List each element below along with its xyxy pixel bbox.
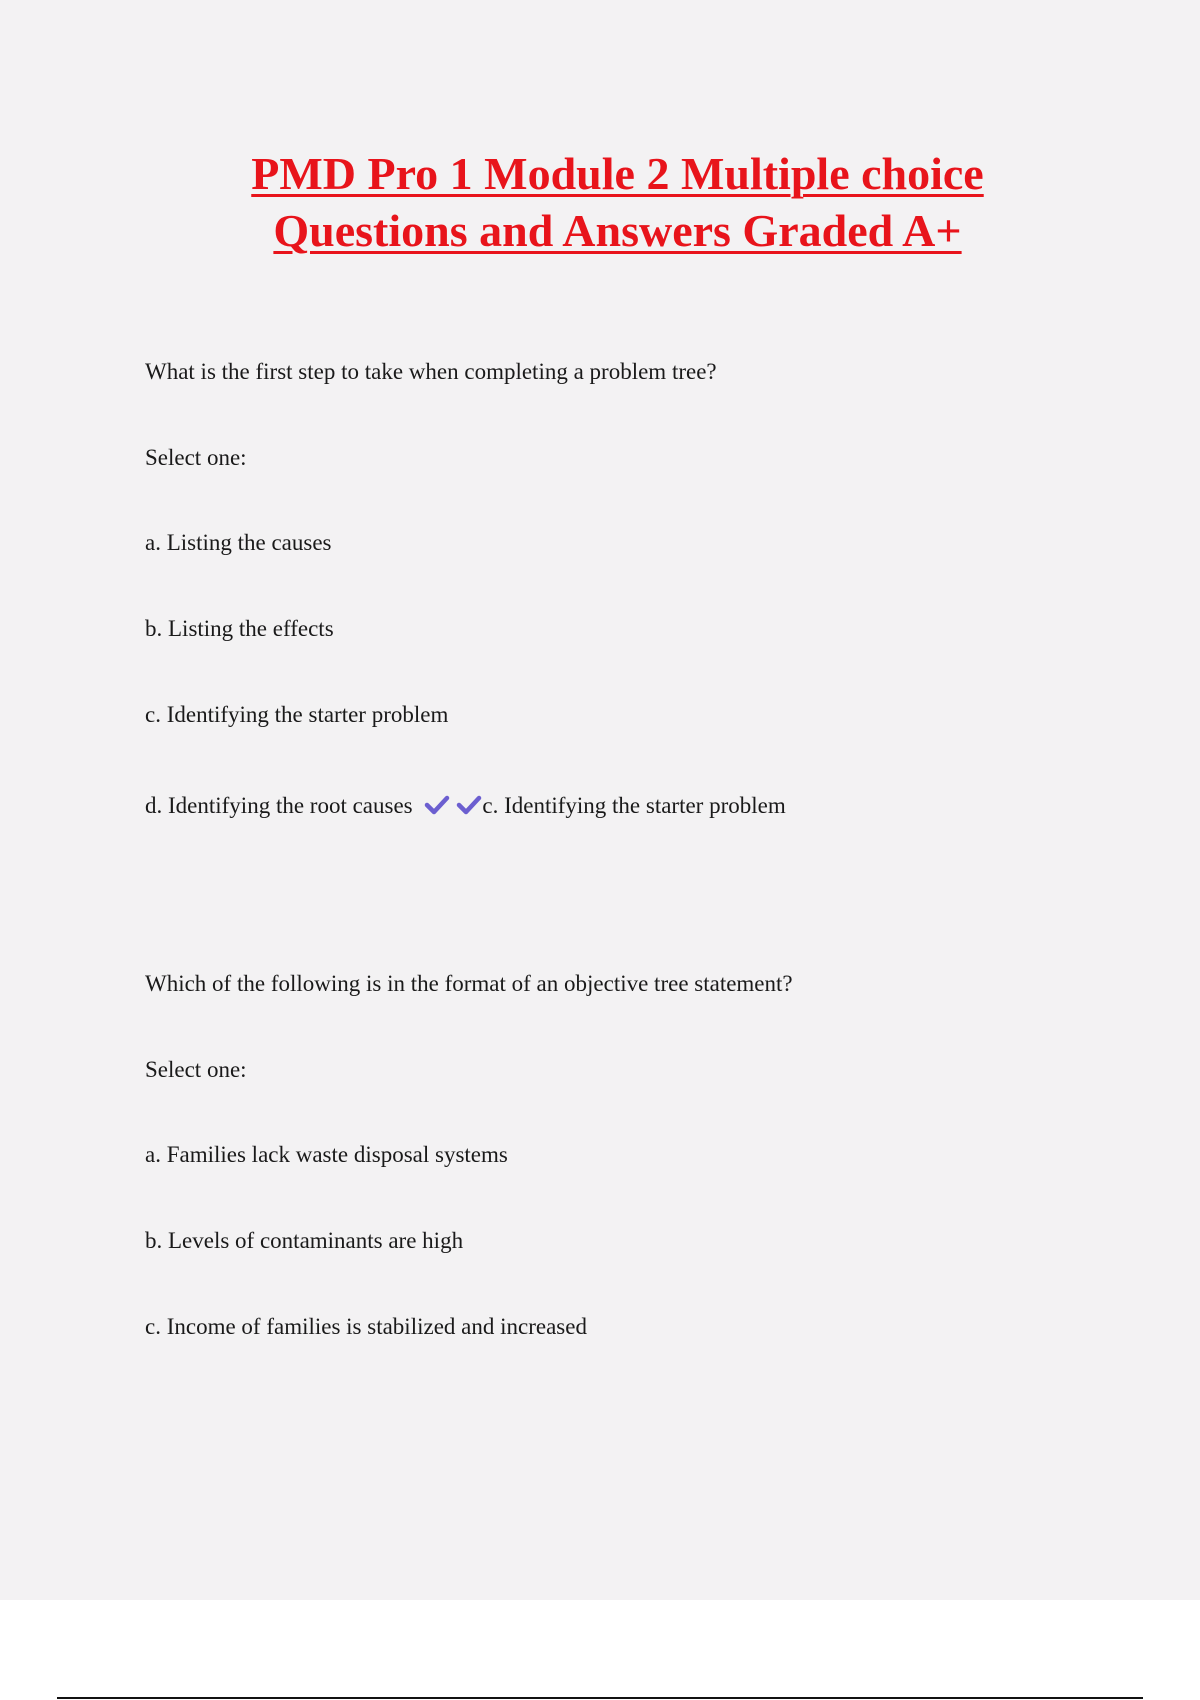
question-1-answer: c. Identifying the starter problem: [482, 793, 786, 818]
question-1-option-b: b. Listing the effects: [145, 616, 334, 641]
question-2-option-a: a. Families lack waste disposal systems: [145, 1142, 508, 1167]
title-line-1: PMD Pro 1 Module 2 Multiple choice: [251, 148, 984, 199]
question-1-option-c: c. Identifying the starter problem: [145, 702, 449, 727]
question-1-option-d: d. Identifying the root causes: [145, 793, 413, 818]
question-1-prompt: What is the first step to take when completing a problem tree?: [145, 359, 717, 384]
question-2-option-b: b. Levels of contaminants are high: [145, 1228, 464, 1253]
page-footer: [0, 1600, 1200, 1700]
title-line-2: Questions and Answers Graded A+: [273, 205, 962, 256]
question-1-instruction: Select one:: [145, 445, 247, 470]
question-2-instruction: Select one:: [145, 1057, 247, 1082]
check-icon: [424, 794, 450, 816]
footer-divider: [57, 1697, 1143, 1699]
document-title: [0, 145, 1200, 259]
check-icon: [456, 794, 482, 816]
question-1-option-a: a. Listing the causes: [145, 530, 332, 555]
question-2-prompt: Which of the following is in the format of an objective tree statement?: [145, 971, 793, 996]
question-2-option-c: c. Income of families is stabilized and increased: [145, 1314, 587, 1339]
question-1-option-d-row: [145, 792, 786, 820]
